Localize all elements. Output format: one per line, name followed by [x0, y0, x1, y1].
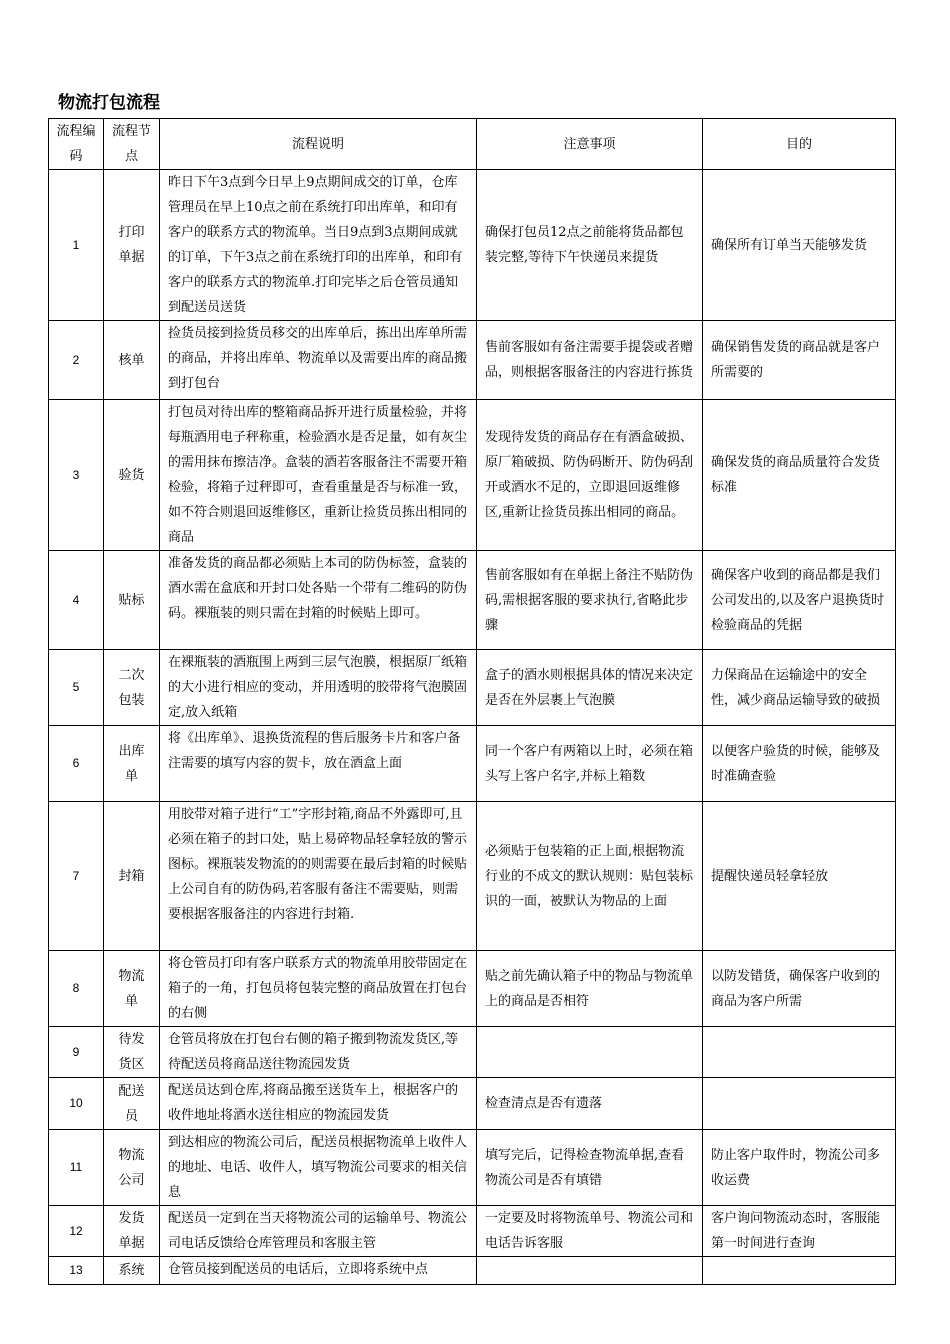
row-description: 仓管员将放在打包台右侧的箱子搬到物流发货区,等待配送员将商品送往物流园发货	[160, 1027, 477, 1078]
row-node: 出库单	[104, 726, 160, 802]
table-row	[49, 951, 896, 1027]
table-row	[49, 551, 896, 650]
table-row	[49, 1130, 896, 1206]
row-description: 到达相应的物流公司后，配送员根据物流单上收件人的地址、电话、收件人，填写物流公司要求的相关信息	[160, 1130, 477, 1206]
table-row	[49, 1027, 896, 1078]
row-notes	[477, 1027, 703, 1078]
row-purpose: 提醒快递员轻拿轻放	[703, 802, 896, 951]
row-node: 系统	[104, 1257, 160, 1285]
row-notes: 盒子的酒水则根据具体的情况来决定是否在外层裹上气泡膜	[477, 650, 703, 726]
row-notes: 确保打包员12点之前能将货品都包装完整,等待下午快递员来提货	[477, 170, 703, 321]
row-code: 11	[49, 1130, 104, 1206]
header-node: 流程节点	[104, 119, 160, 170]
row-notes: 必须贴于包装箱的正上面,根据物流行业的不成文的默认规则：贴包装标识的一面，被默认为物品的上面	[477, 802, 703, 951]
row-code: 6	[49, 726, 104, 802]
row-node: 物流公司	[104, 1130, 160, 1206]
row-description: 昨日下午3点到今日早上9点期间成交的订单，仓库管理员在早上10点之前在系统打印出库单，和印有客户的联系方式的物流单。当日9点到3点期间成就的订单，下午3点之前在系统打印的出库单，和印有客户的联系方式的物流单.打印完毕之后仓管员通知到配送员送货	[160, 170, 477, 321]
row-notes: 售前客服如有备注需要手提袋或者赠品，则根据客服备注的内容进行拣货	[477, 321, 703, 400]
row-description: 用胶带对箱子进行“工”字形封箱,商品不外露即可,且必须在箱子的封口处，贴上易碎物品轻拿轻放的警示图标。裸瓶装发物流的的则需要在最后封箱的时候贴上公司自有的防伪码,若客服有备注不需要贴，则需要根据客服备注的内容进行封箱.	[160, 802, 477, 951]
table-row	[49, 1257, 896, 1285]
row-code: 4	[49, 551, 104, 650]
row-purpose: 确保发货的商品质量符合发货标准	[703, 400, 896, 551]
process-table	[48, 118, 896, 1285]
row-code: 12	[49, 1206, 104, 1257]
table-row	[49, 726, 896, 802]
row-code: 9	[49, 1027, 104, 1078]
table-row	[49, 321, 896, 400]
row-code: 1	[49, 170, 104, 321]
header-purpose: 目的	[703, 119, 896, 170]
row-code: 3	[49, 400, 104, 551]
row-notes: 发现待发货的商品存在有酒盒破损、原厂箱破损、防伪码断开、防伪码刮开或酒水不足的，立即退回返维修区,重新让捡货员拣出相同的商品。	[477, 400, 703, 551]
row-node: 验货	[104, 400, 160, 551]
table-header-row	[49, 119, 896, 170]
row-node: 核单	[104, 321, 160, 400]
row-node: 发货单据	[104, 1206, 160, 1257]
row-purpose	[703, 1078, 896, 1130]
header-code: 流程编码	[49, 119, 104, 170]
row-description: 准备发货的商品都必须贴上本司的防伪标签，盒装的酒水需在盒底和开封口处各贴一个带有二维码的防伪码。裸瓶装的则只需在封箱的时候贴上即可。	[160, 551, 477, 650]
header-notes: 注意事项	[477, 119, 703, 170]
row-notes: 一定要及时将物流单号、物流公司和电话告诉客服	[477, 1206, 703, 1257]
row-description: 捡货员接到捡货员移交的出库单后，拣出出库单所需的商品，并将出库单、物流单以及需要出库的商品搬到打包台	[160, 321, 477, 400]
row-purpose: 客户询问物流动态时，客服能第一时间进行查询	[703, 1206, 896, 1257]
row-notes: 同一个客户有两箱以上时，必须在箱头写上客户名字,并标上箱数	[477, 726, 703, 802]
table-row	[49, 400, 896, 551]
row-node: 打印单据	[104, 170, 160, 321]
row-node: 物流单	[104, 951, 160, 1027]
row-code: 10	[49, 1078, 104, 1130]
row-purpose: 力保商品在运输途中的安全性，减少商品运输导致的破损	[703, 650, 896, 726]
row-code: 5	[49, 650, 104, 726]
table-row	[49, 1078, 896, 1130]
table-row	[49, 1206, 896, 1257]
row-notes: 填写完后，记得检查物流单据,查看物流公司是否有填错	[477, 1130, 703, 1206]
table-row	[49, 170, 896, 321]
table-body	[49, 170, 896, 1285]
row-node: 二次包装	[104, 650, 160, 726]
row-description: 仓管员接到配送员的电话后，立即将系统中点	[160, 1257, 477, 1285]
row-purpose	[703, 1257, 896, 1285]
row-code: 2	[49, 321, 104, 400]
row-description: 打包员对待出库的整箱商品拆开进行质量检验，并将每瓶酒用电子秤称重，检验酒水是否足量，如有灰尘的需用抹布擦洁净。盒装的酒若客服备注不需要开箱检验，将箱子过秤即可，查看重量是否与标准一致，如不符合则退回返维修区，重新让捡货员拣出相同的商品	[160, 400, 477, 551]
table-row	[49, 802, 896, 951]
row-purpose: 确保所有订单当天能够发货	[703, 170, 896, 321]
row-node: 待发货区	[104, 1027, 160, 1078]
row-purpose: 确保销售发货的商品就是客户所需要的	[703, 321, 896, 400]
row-purpose: 以防发错货，确保客户收到的商品为客户所需	[703, 951, 896, 1027]
row-description: 将《出库单》、退换货流程的售后服务卡片和客户备注需要的填写内容的贺卡，放在酒盒上面	[160, 726, 477, 802]
row-purpose: 以便客户验货的时候，能够及时准确查验	[703, 726, 896, 802]
row-purpose	[703, 1027, 896, 1078]
row-notes: 检查清点是否有遗落	[477, 1078, 703, 1130]
row-description: 将仓管员打印有客户联系方式的物流单用胶带固定在箱子的一角，打包员将包装完整的商品放置在打包台的右侧	[160, 951, 477, 1027]
row-notes: 贴之前先确认箱子中的物品与物流单上的商品是否相符	[477, 951, 703, 1027]
row-node: 配送员	[104, 1078, 160, 1130]
row-purpose: 防止客户取件时，物流公司多收运费	[703, 1130, 896, 1206]
row-code: 13	[49, 1257, 104, 1285]
table-row	[49, 650, 896, 726]
document-title: 物流打包流程	[58, 93, 160, 113]
row-description: 配送员一定到在当天将物流公司的运输单号、物流公司电话反馈给仓库管理员和客服主管	[160, 1206, 477, 1257]
row-node: 封箱	[104, 802, 160, 951]
row-notes	[477, 1257, 703, 1285]
row-code: 8	[49, 951, 104, 1027]
row-node: 贴标	[104, 551, 160, 650]
row-purpose: 确保客户收到的商品都是我们公司发出的,以及客户退换货时检验商品的凭据	[703, 551, 896, 650]
row-description: 在裸瓶装的酒瓶围上两到三层气泡膜，根据原厂纸箱的大小进行相应的变动，并用透明的胶带将气泡膜固定,放入纸箱	[160, 650, 477, 726]
header-description: 流程说明	[160, 119, 477, 170]
row-notes: 售前客服如有在单据上备注不贴防伪码,需根据客服的要求执行,省略此步骤	[477, 551, 703, 650]
row-description: 配送员达到仓库,将商品搬至送货车上，根据客户的收件地址将酒水送往相应的物流园发货	[160, 1078, 477, 1130]
row-code: 7	[49, 802, 104, 951]
